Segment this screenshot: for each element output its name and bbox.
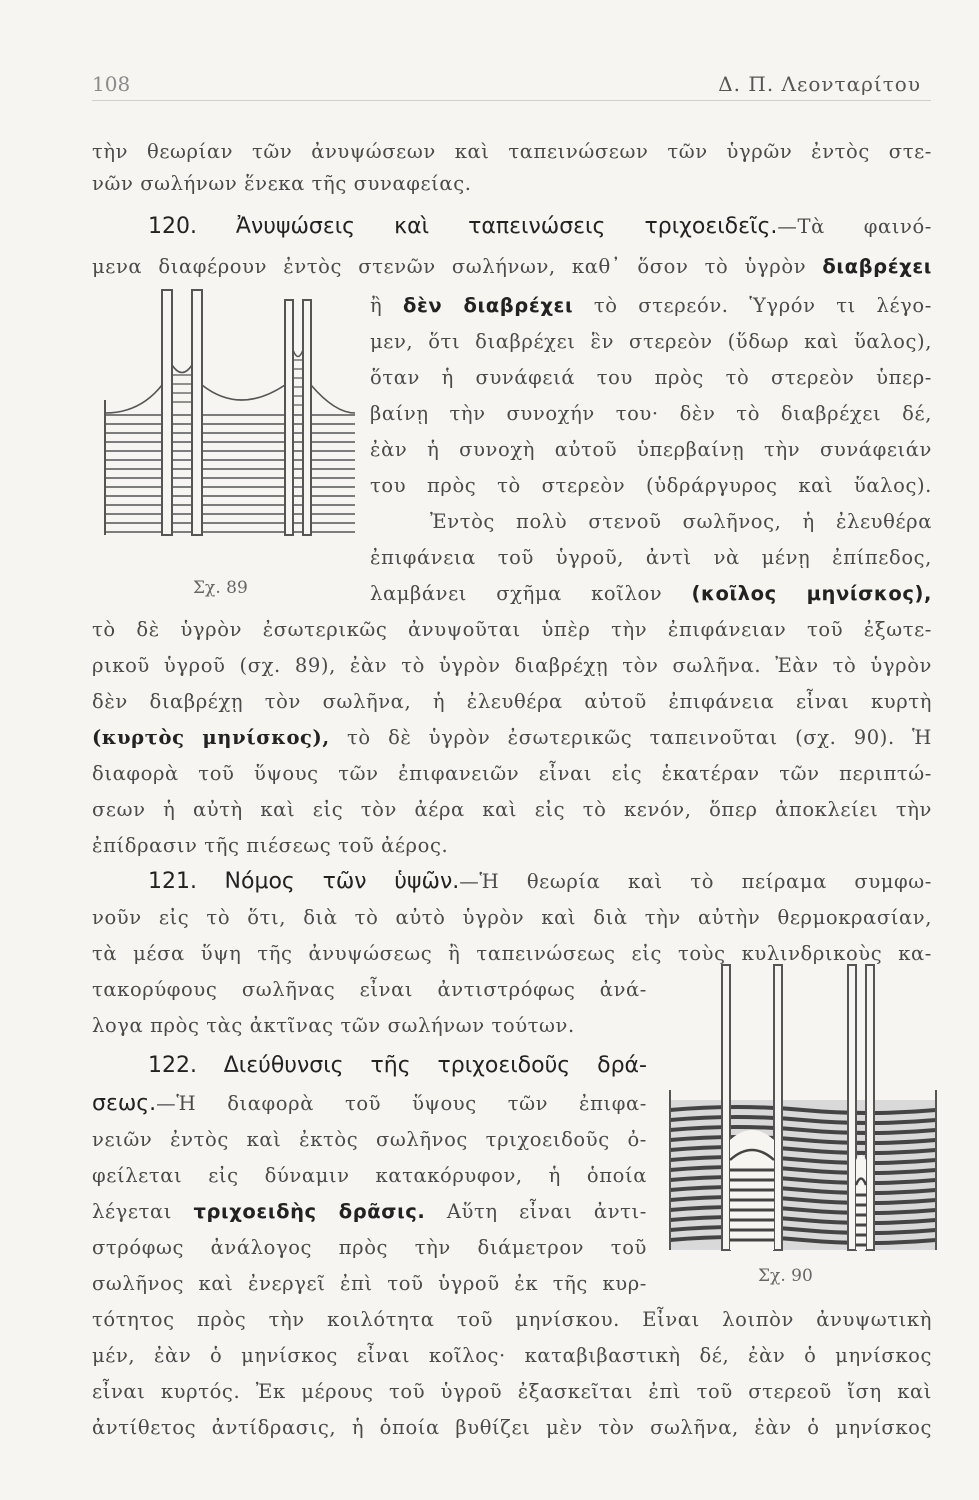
bold-term: (κυρτὸς μηνίσκος), [92, 726, 330, 749]
section-120-title: Ἀνυψώσεις καὶ ταπεινώσεις τριχοειδεῖς. [235, 214, 778, 239]
text-span: ἢ [370, 294, 383, 317]
tube-wall [162, 290, 172, 535]
bold-term: δὲν διαβρέχει [402, 294, 574, 317]
tube-wall [774, 965, 782, 1250]
section-120-text: —Τὰ φαινό- [777, 215, 932, 238]
text-line: διαφορὰ τοῦ ὕψους τῶν ἐπιφανειῶν εἶναι εἰς ἑκατέραν τῶν περιπτώ- [92, 762, 932, 785]
section-122-line [92, 1050, 647, 1082]
meniscus-inner [172, 365, 192, 373]
text-span: μενα διαφέρουν ἐντὸς στενῶν σωλήνων, καθ᾿ ὅσον τὸ ὑγρὸν [92, 255, 807, 278]
meniscus-outer [105, 385, 162, 413]
tube-wall [285, 300, 293, 535]
text-line: ρικοῦ ὑγροῦ (σχ. 89), ἐὰν τὸ ὑγρὸν διαβρέχῃ τὸν σωλῆνα. Ἐὰν τὸ ὑγρὸν [92, 654, 932, 677]
text-span: λαμβάνει σχῆμα κοῖλον [370, 582, 663, 605]
text-span: Αὕτη εἶναι ἀντι- [446, 1200, 647, 1223]
text-line: στρόφως ἀνάλογος πρὸς τὴν διάμετρον τοῦ [92, 1236, 647, 1259]
section-122-number: 122. [148, 1053, 197, 1078]
figure-90-caption: Σχ. 90 [758, 1266, 813, 1286]
bold-term: (κοῖλος μηνίσκος), [691, 582, 932, 605]
figure-89-caption: Σχ. 89 [193, 578, 248, 598]
text-span: τὸ δὲ ὑγρὸν ἐσωτερικῶς ταπεινοῦται (σχ. 90). Ἡ [347, 726, 932, 749]
section-121-number: 121. [148, 869, 197, 894]
meniscus-inner [293, 350, 303, 357]
tube-wall [866, 965, 874, 1250]
text-line [92, 1196, 647, 1228]
text-line [92, 722, 932, 754]
tube-wall [722, 965, 730, 1250]
bold-term: τριχοειδὴς δρᾶσις. [193, 1200, 426, 1223]
text-line: μέν, ἐὰν ὁ μηνίσκος εἶναι κοῖλος· καταβιβαστικὴ δέ, ἐὰν ὁ μηνίσκος [92, 1344, 932, 1367]
text-line: του πρὸς τὸ στερεὸν (ὑδράργυρος καὶ ὕαλος). [370, 474, 932, 497]
text-line: μεν, ὅτι διαβρέχει ἓν στερεὸν (ὕδωρ καὶ ὕαλος), [370, 330, 932, 353]
section-122-text: —Ἡ διαφορὰ τοῦ ὕψους τῶν ἐπιφα- [156, 1092, 647, 1115]
text-line: ἐὰν ἡ συνοχὴ αὐτοῦ ὑπερβαίνῃ τὴν συνάφειάν [370, 438, 932, 461]
tube-wall [848, 965, 856, 1250]
text-span: λέγεται [92, 1200, 173, 1223]
text-line: τακορύφους σωλῆνας εἶναι ἀντιστρόφως ἀνά- [92, 978, 647, 1001]
text-line: τὴν θεωρίαν τῶν ἀνυψώσεων καὶ ταπεινώσεων τῶν ὑγρῶν ἐντὸς στε- [92, 140, 932, 163]
tube-wall [303, 300, 311, 535]
text-line: νειῶν ἐντὸς καὶ ἐκτὸς σωλῆνος τριχοειδοῦς ὀ- [92, 1128, 647, 1151]
bold-term: διαβρέχει [822, 255, 932, 278]
section-121-line [92, 866, 932, 898]
meniscus-outer [311, 385, 355, 413]
text-line: σωλῆνος καὶ ἐνεργεῖ ἐπὶ τοῦ ὑγροῦ ἐκ τῆς κυρ- [92, 1272, 647, 1295]
text-span: τὸ στερεόν. Ὑγρόν τι λέγο- [593, 294, 932, 317]
text-line: ἐπίδρασιν τῆς πιέσεως τοῦ ἀέρος. [92, 834, 449, 857]
tube-wall [192, 290, 202, 535]
text-line: νοῦν εἰς τὸ ὅτι, διὰ τὸ αὐτὸ ὑγρὸν καὶ διὰ τὴν αὐτὴν θερμοκρασίαν, [92, 906, 932, 929]
section-120-number: 120. [148, 214, 197, 239]
text-line: ὅταν ἡ συνάφειά του πρὸς τὸ στερεὸν ὑπερ- [370, 366, 932, 389]
text-line: τότητος πρὸς τὴν κοιλότητα τοῦ μηνίσκου. Εἶναι λοιπὸν ἀνυψωτικὴ [92, 1308, 932, 1331]
section-122-title-cont: σεως. [92, 1091, 157, 1116]
section-120-line [92, 211, 932, 243]
text-line [370, 290, 932, 322]
figure-90-diagram [668, 960, 938, 1260]
text-line: λογα πρὸς τὰς ἀκτῖνας τῶν σωλήνων τούτων. [92, 1014, 575, 1037]
text-line: τὸ δὲ ὑγρὸν ἐσωτερικῶς ἀνυψοῦται ὑπὲρ τὴν ἐπιφάνειαν τοῦ ἐξωτε- [92, 618, 932, 641]
text-line: σεων ἡ αὐτὴ καὶ εἰς τὸν ἀέρα καὶ εἰς τὸ κενόν, ὅπερ ἀποκλείει τὴν [92, 798, 932, 821]
text-line: φείλεται εἰς δύναμιν κατακόρυφον, ἡ ὁποία [92, 1164, 647, 1187]
text-line [92, 251, 932, 283]
running-header-author: Δ. Π. Λεονταρίτου [718, 72, 921, 96]
text-line: τὰ μέσα ὕψη τῆς ἀνυψώσεως ἢ ταπεινώσεως εἰς τοὺς κυλινδρικοὺς κα- [92, 942, 932, 965]
page-number: 108 [92, 72, 131, 96]
text-line: νῶν σωλήνων ἕνεκα τῆς συναφείας. [92, 172, 472, 195]
text-line: βαίνῃ τὴν συνοχήν του· δὲν τὸ διαβρέχει δέ, [370, 402, 932, 425]
section-122-title: Διεύθυνσις τῆς τριχοειδοῦς δρά- [223, 1053, 647, 1078]
text-line: δὲν διαβρέχῃ τὸν σωλῆνα, ἡ ἐλευθέρα αὐτοῦ ἐπιφάνεια εἶναι κυρτὴ [92, 690, 932, 713]
text-line: εἶναι κυρτός. Ἐκ μέρους τοῦ ὑγροῦ ἐξασκεῖται ἐπὶ τοῦ στερεοῦ ἴση καὶ [92, 1380, 932, 1403]
text-line: ἀντίθετος ἀντίδρασις, ἡ ὁποία βυθίζει μὲν τὸν σωλῆνα, ἐὰν ὁ μηνίσκος [92, 1416, 932, 1439]
section-121-title: Νόμος τῶν ὑψῶν. [224, 869, 460, 894]
text-line [370, 578, 932, 610]
text-line: Ἐντὸς πολὺ στενοῦ σωλῆνος, ἡ ἐλευθέρα [430, 510, 932, 533]
header-rule [92, 100, 931, 101]
text-line [92, 1088, 647, 1120]
meniscus-outer [202, 385, 285, 400]
figure-89-diagram [100, 285, 360, 545]
section-121-text: —Ἡ θεωρία καὶ τὸ πείραμα συμφω- [459, 870, 932, 893]
text-line: ἐπιφάνεια τοῦ ὑγροῦ, ἀντὶ νὰ μένῃ ἐπίπεδος, [370, 546, 932, 569]
